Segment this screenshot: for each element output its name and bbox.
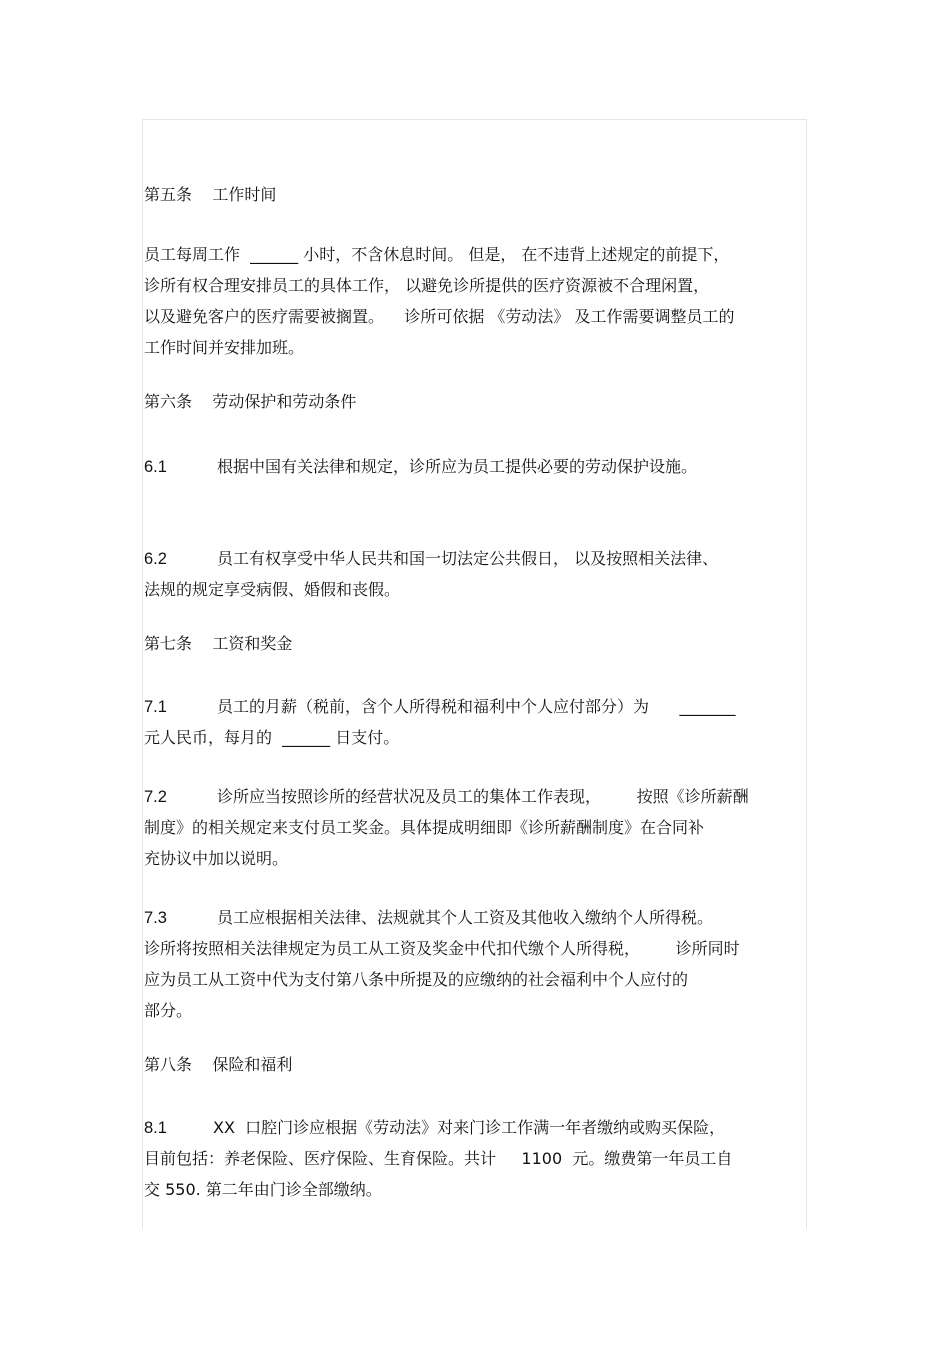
clause-number: 6.2 xyxy=(144,550,167,568)
clause-text: 员工有权享受中华人民共和国一切法定公共假日， 以及按照相关法律、 xyxy=(217,549,719,568)
clause-text: 交 550. 第二年由门诊全部缴纳。 xyxy=(144,1180,382,1199)
clause-text: 法规的规定享受病假、婚假和丧假。 xyxy=(144,580,401,599)
clause-number: 7.3 xyxy=(144,909,167,927)
clause-number: 7.2 xyxy=(144,788,167,806)
clause-text: 目前包括：养老保险、医疗保险、生育保险。共计 1100 元。缴费第一年员工自 xyxy=(144,1149,733,1168)
clause-text: 部分。 xyxy=(144,1001,193,1020)
article-5-line: 诊所有权合理安排员工的具体工作， 以避免诊所提供的医疗资源被不合理闲置， xyxy=(144,276,710,295)
article-5-body xyxy=(144,239,804,363)
article-5-line: 工作时间并安排加班。 xyxy=(144,338,305,357)
article-7-heading: 第七条 工资和奖金 xyxy=(144,634,293,653)
clause-number: 8.1 xyxy=(144,1119,167,1137)
article-5-line: 员工每周工作 ______ 小时，不含休息时间。 但是， 在不违背上述规定的前提下， xyxy=(144,245,730,264)
clause-text: 应为员工从工资中代为支付第八条中所提及的应缴纳的社会福利中个人应付的 xyxy=(144,970,689,989)
clause-text: 充协议中加以说明。 xyxy=(144,849,289,868)
article-8-heading: 第八条 保险和福利 xyxy=(144,1055,293,1074)
clause-8-1 xyxy=(144,1112,804,1205)
document-content xyxy=(144,182,804,1205)
clause-text: 员工应根据相关法律、法规就其个人工资及其他收入缴纳个人所得税。 xyxy=(217,908,714,927)
clause-text: 员工的月薪（税前，含个人所得税和福利中个人应付部分）为 _______ xyxy=(217,697,736,716)
clause-7-1 xyxy=(144,691,804,753)
clause-number: 7.1 xyxy=(144,698,167,716)
clause-text: 制度》的相关规定来支付员工奖金。具体提成明细即《诊所薪酬制度》在合同补 xyxy=(144,818,705,837)
clause-6-2 xyxy=(144,543,804,605)
clause-7-3 xyxy=(144,902,804,1026)
clause-text: 诊所应当按照诊所的经营状况及员工的集体工作表现， 按照《诊所薪酬 xyxy=(217,787,749,806)
clause-text: XX 口腔门诊应根据《劳动法》对来门诊工作满一年者缴纳或购买保险， xyxy=(213,1118,726,1137)
clause-text: 根据中国有关法律和规定，诊所应为员工提供必要的劳动保护设施。 xyxy=(217,457,698,476)
clause-6-1 xyxy=(144,451,804,482)
clause-text: 元人民币，每月的 ______ 日支付。 xyxy=(144,728,400,747)
clause-number: 6.1 xyxy=(144,458,167,476)
article-6-heading: 第六条 劳动保护和劳动条件 xyxy=(144,392,357,411)
article-5-line: 以及避免客户的医疗需要被搁置。 诊所可依据 《劳动法》 及工作需要调整员工的 xyxy=(144,307,735,326)
article-5-heading: 第五条 工作时间 xyxy=(144,185,277,204)
clause-7-2 xyxy=(144,781,804,874)
clause-text: 诊所将按照相关法律规定为员工从工资及奖金中代扣代缴个人所得税， 诊所同时 xyxy=(144,939,740,958)
